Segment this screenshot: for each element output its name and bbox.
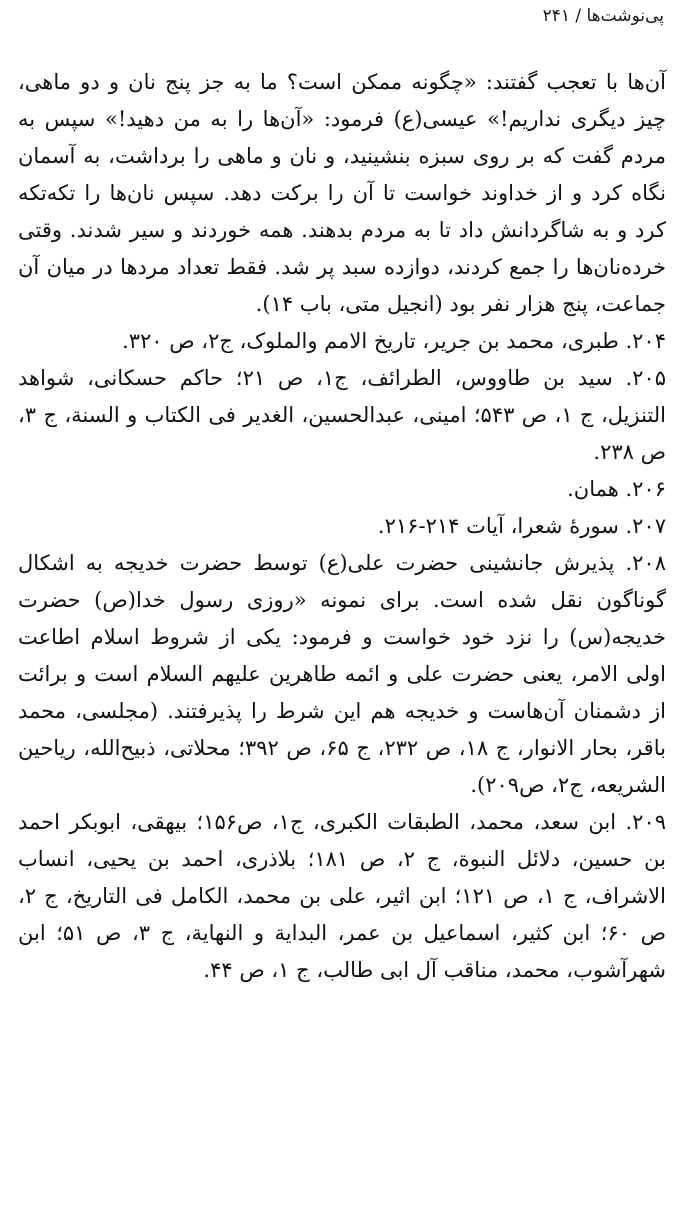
endnote-207: ۲۰۷. سورهٔ شعرا، آیات ۲۱۴-۲۱۶. xyxy=(377,514,666,538)
endnote-206: ۲۰۶. همان. xyxy=(567,477,666,501)
endnote-205: ۲۰۵. سید بن طاووس، الطرائف، ج۱، ص ۲۱؛ حاکم حسکانی، شواهد التنزیل، ج ۱، ص ۵۴۳؛ امینی، عبدالحسین، الغدیر فی الکتاب و السنة، ج ۳، ص ۲۳۸. xyxy=(18,366,666,464)
endnote-208: ۲۰۸. پذیرش جانشینی حضرت علی(ع) توسط حضرت خدیجه به اشکال گوناگون نقل شده است. برای نمونه «روزی رسول خدا(ص) حضرت خدیجه(س) را نزد خود خواست و فرمود: یکی از شروط اسلام اطاعت اولی الامر، یعنی حضرت علی و ائمه طاهرین علیهم السلام است و برائت از دشمنان آن‌هاست و خدیجه هم این شرط را پذیرفتند. (مجلسی، محمد باقر، بحار الانوار، ج ۱۸، ص ۲۳۲، ج ۶۵، ص ۳۹۲؛ محلاتی، ذبیح‌الله، ریاحین الشریعه، ج۲، ص۲۰۹). xyxy=(18,551,666,797)
endnote-209: ۲۰۹. ابن سعد، محمد، الطبقات الکبری، ج۱، ص۱۵۶؛ بیهقی، ابوبکر احمد بن حسین، دلائل النبوة، ج ۲، ص ۱۸۱؛ بلاذری، احمد بن یحیی، انساب الاشراف، ج ۱، ص ۱۲۱؛ ابن اثیر، علی بن محمد، الکامل فی التاریخ، ج ۲، ص ۶۰؛ ابن کثیر، اسماعیل بن عمر، البدایة و النهایة، ج ۳، ص ۵۱؛ ابن شهرآشوب، محمد، مناقب آل ابی طالب، ج ۱، ص ۴۴. xyxy=(18,810,667,982)
endnote-204: ۲۰۴. طبری، محمد بن جریر، تاریخ الامم والملوک، ج۲، ص ۳۲۰. xyxy=(122,329,666,353)
intro-paragraph: آن‌ها با تعجب گفتند: «چگونه ممکن است؟ ما به جز پنج نان و دو ماهی، چیز دیگری نداریم!» عیسی(ع) فرمود: «آن‌ها را به من دهید!» سپس به مردم گفت که بر روی سبزه بنشینید، و نان و ماهی را برداشت، به آسمان نگاه کرد و از خداوند خواست تا آن را برکت دهد. سپس نان‌ها را تکه‌تکه کرد و به شاگردانش داد تا به مردم بدهند. همه خوردند و سیر شدند. وقتی خرده‌نان‌ها را جمع کردند، دوازده سبد پر شد. فقط تعداد مردها در میان آن جماعت، پنج هزار نفر بود (انجیل متی، باب ۱۴). xyxy=(18,70,666,316)
running-header: پی‌نوشت‌ها / ۲۴۱ xyxy=(542,6,664,26)
page-body xyxy=(18,64,666,989)
